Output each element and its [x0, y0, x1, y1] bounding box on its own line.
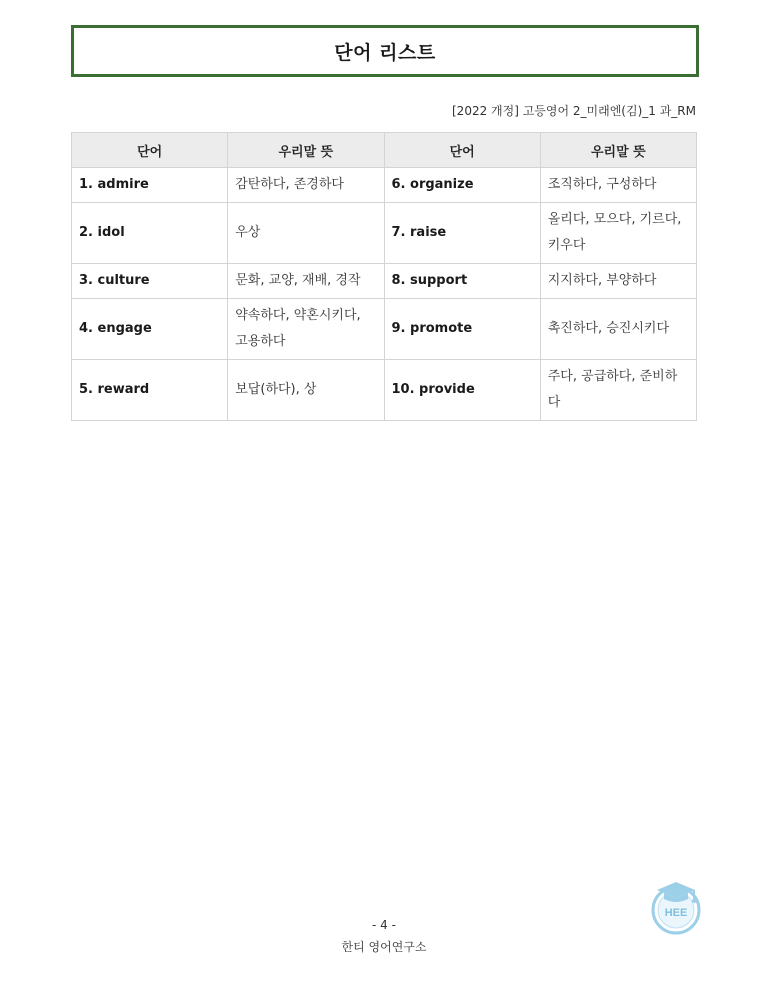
table-row [72, 264, 697, 299]
header-meaning-1: 우리말 뜻 [228, 133, 384, 168]
header-word-2: 단어 [384, 133, 540, 168]
footer-organization: 한티 영어연구소 [341, 940, 427, 954]
word-cell: 9. promote [384, 299, 540, 360]
word-cell: 7. raise [384, 203, 540, 264]
table-row [72, 299, 697, 360]
meaning-cell: 우상 [228, 203, 384, 264]
table-row [72, 203, 697, 264]
hee-logo [650, 878, 702, 936]
meaning-cell: 지지하다, 부양하다 [540, 264, 696, 299]
word-cell: 3. culture [72, 264, 228, 299]
vocab-table [71, 132, 697, 421]
word-cell: 4. engage [72, 299, 228, 360]
meaning-cell: 올리다, 모으다, 기르다, 키우다 [540, 203, 696, 264]
meaning-cell: 문화, 교양, 재배, 경작 [228, 264, 384, 299]
word-cell: 8. support [384, 264, 540, 299]
subtitle: [2022 개정] 고등영어 2_미래엔(김)_1 과_RM [452, 104, 696, 118]
meaning-cell: 보답(하다), 상 [228, 360, 384, 421]
table-row [72, 168, 697, 203]
meaning-cell: 조직하다, 구성하다 [540, 168, 696, 203]
word-cell: 1. admire [72, 168, 228, 203]
meaning-cell: 감탄하다, 존경하다 [228, 168, 384, 203]
page-title: 단어 리스트 [334, 41, 436, 64]
word-cell: 2. idol [72, 203, 228, 264]
word-cell: 10. provide [384, 360, 540, 421]
page-number: - 4 - [372, 918, 396, 932]
word-cell: 6. organize [384, 168, 540, 203]
meaning-cell: 약속하다, 약혼시키다, 고용하다 [228, 299, 384, 360]
word-cell: 5. reward [72, 360, 228, 421]
table-row [72, 360, 697, 421]
header-word-1: 단어 [72, 133, 228, 168]
meaning-cell: 촉진하다, 승진시키다 [540, 299, 696, 360]
meaning-cell: 주다, 공급하다, 준비하다 [540, 360, 696, 421]
logo-text: HEE [664, 907, 688, 919]
table-header-row [72, 133, 697, 168]
title-box [71, 25, 699, 77]
graduation-cap-icon [650, 878, 702, 936]
header-meaning-2: 우리말 뜻 [540, 133, 696, 168]
